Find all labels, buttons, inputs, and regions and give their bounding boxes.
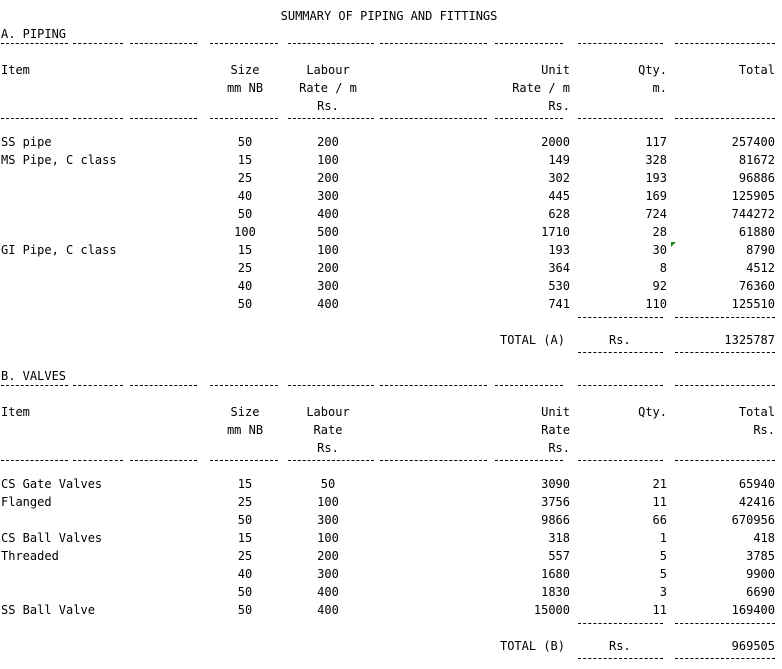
dashed-rule: [675, 385, 775, 386]
document-title: SUMMARY OF PIPING AND FITTINGS: [280, 9, 498, 23]
dashed-rule: [210, 118, 278, 119]
column-header-labour: Rate: [313, 423, 343, 437]
column-header-unit: Rs.: [548, 99, 570, 113]
column-header-labour: Rs.: [317, 99, 339, 113]
dashed-rule: [210, 385, 278, 386]
row-item: Threaded: [1, 549, 59, 563]
dashed-rule: [578, 658, 663, 659]
section-total-currency: Rs.: [609, 639, 631, 653]
dashed-rule: [675, 352, 775, 353]
row-size: 50: [237, 513, 253, 527]
dashed-rule: [73, 118, 123, 119]
row-quantity: 21: [652, 477, 667, 491]
row-unit-rate: 530: [548, 279, 570, 293]
dashed-rule: [288, 460, 374, 461]
row-unit-rate: 557: [548, 549, 570, 563]
row-quantity: 1: [659, 531, 667, 545]
row-labour-rate: 100: [317, 495, 339, 509]
row-labour-rate: 500: [317, 225, 339, 239]
dashed-rule: [578, 118, 663, 119]
dashed-rule: [1, 118, 68, 119]
column-header-labour: Labour: [306, 63, 350, 77]
row-quantity: 117: [645, 135, 667, 149]
row-size: 50: [237, 207, 253, 221]
row-total: 4512: [746, 261, 775, 275]
row-item: CS Ball Valves: [1, 531, 103, 545]
row-unit-rate: 3090: [541, 477, 570, 491]
row-total: 169400: [731, 603, 775, 617]
row-unit-rate: 149: [548, 153, 570, 167]
dashed-rule: [130, 460, 197, 461]
row-labour-rate: 400: [317, 207, 339, 221]
column-header-item: Item: [1, 405, 30, 419]
dashed-rule: [130, 43, 197, 44]
row-labour-rate: 100: [317, 243, 339, 257]
row-total: 96886: [738, 171, 775, 185]
row-unit-rate: 1830: [541, 585, 570, 599]
row-quantity: 328: [645, 153, 667, 167]
dashed-rule: [495, 460, 563, 461]
row-item: Flanged: [1, 495, 52, 509]
row-quantity: 66: [652, 513, 667, 527]
row-size: 15: [237, 243, 253, 257]
column-header-qty: m.: [652, 81, 667, 95]
dashed-rule: [73, 43, 123, 44]
row-quantity: 8: [659, 261, 667, 275]
dashed-rule: [288, 385, 374, 386]
dashed-rule: [675, 317, 775, 318]
dashed-rule: [578, 317, 663, 318]
column-header-labour: Rate / m: [299, 81, 357, 95]
column-header-size: Size: [230, 405, 260, 419]
row-unit-rate: 445: [548, 189, 570, 203]
row-quantity: 169: [645, 189, 667, 203]
row-labour-rate: 300: [317, 189, 339, 203]
row-labour-rate: 300: [317, 567, 339, 581]
row-unit-rate: 1680: [541, 567, 570, 581]
dashed-rule: [380, 43, 487, 44]
column-header-unit: Rate: [541, 423, 570, 437]
row-size: 15: [237, 153, 253, 167]
dashed-rule: [578, 385, 663, 386]
row-total: 61880: [738, 225, 775, 239]
dashed-rule: [1, 385, 68, 386]
row-total: 3785: [746, 549, 775, 563]
row-total: 670956: [731, 513, 775, 527]
dashed-rule: [210, 460, 278, 461]
row-quantity: 193: [645, 171, 667, 185]
row-unit-rate: 3756: [541, 495, 570, 509]
row-item: GI Pipe, C class: [1, 243, 117, 257]
dashed-rule: [495, 43, 563, 44]
row-total: 9900: [746, 567, 775, 581]
row-total: 744272: [731, 207, 775, 221]
row-size: 15: [237, 477, 253, 491]
section-heading: A. PIPING: [1, 27, 67, 41]
row-labour-rate: 50: [320, 477, 336, 491]
dashed-rule: [380, 460, 487, 461]
dashed-rule: [73, 460, 123, 461]
row-quantity: 110: [645, 297, 667, 311]
column-header-unit: Unit: [541, 63, 570, 77]
dashed-rule: [130, 118, 197, 119]
row-labour-rate: 400: [317, 603, 339, 617]
column-header-total: Total: [738, 405, 775, 419]
dashed-rule: [578, 352, 663, 353]
row-quantity: 11: [652, 603, 667, 617]
section-total-currency: Rs.: [609, 333, 631, 347]
column-header-size: Size: [230, 63, 260, 77]
column-header-labour: Rs.: [317, 441, 339, 455]
row-size: 40: [237, 189, 253, 203]
row-item: SS Ball Valve: [1, 603, 95, 617]
row-unit-rate: 741: [548, 297, 570, 311]
column-header-unit: Rs.: [548, 441, 570, 455]
row-labour-rate: 400: [317, 585, 339, 599]
row-quantity: 5: [659, 567, 667, 581]
row-quantity: 3: [659, 585, 667, 599]
row-total: 42416: [738, 495, 775, 509]
dashed-rule: [1, 43, 68, 44]
row-unit-rate: 15000: [533, 603, 570, 617]
column-header-total: Rs.: [753, 423, 775, 437]
section-total-label: TOTAL (A): [499, 333, 565, 347]
column-header-labour: Labour: [306, 405, 350, 419]
row-labour-rate: 100: [317, 531, 339, 545]
row-size: 25: [237, 495, 253, 509]
row-unit-rate: 364: [548, 261, 570, 275]
column-header-size: mm NB: [226, 423, 264, 437]
row-size: 50: [237, 585, 253, 599]
dashed-rule: [288, 118, 374, 119]
column-header-item: Item: [1, 63, 30, 77]
row-total: 125510: [731, 297, 775, 311]
dashed-rule: [380, 385, 487, 386]
row-total: 257400: [731, 135, 775, 149]
row-size: 50: [237, 297, 253, 311]
section-total-value: 1325787: [724, 333, 775, 347]
column-header-total: Total: [738, 63, 775, 77]
row-unit-rate: 628: [548, 207, 570, 221]
row-total: 81672: [738, 153, 775, 167]
dashed-rule: [578, 43, 663, 44]
row-labour-rate: 300: [317, 279, 339, 293]
column-header-unit: Unit: [541, 405, 570, 419]
row-unit-rate: 2000: [541, 135, 570, 149]
dashed-rule: [675, 623, 775, 624]
row-size: 50: [237, 603, 253, 617]
dashed-rule: [578, 460, 663, 461]
row-labour-rate: 100: [317, 153, 339, 167]
dashed-rule: [495, 385, 563, 386]
column-header-qty: Qty.: [638, 63, 667, 77]
row-unit-rate: 318: [548, 531, 570, 545]
row-unit-rate: 302: [548, 171, 570, 185]
row-item: SS pipe: [1, 135, 52, 149]
section-total-label: TOTAL (B): [499, 639, 565, 653]
section-heading: B. VALVES: [1, 369, 67, 383]
row-total: 125905: [731, 189, 775, 203]
row-size: 15: [237, 531, 253, 545]
row-labour-rate: 200: [317, 171, 339, 185]
dashed-rule: [380, 118, 487, 119]
column-header-qty: Qty.: [638, 405, 667, 419]
section-total-value: 969505: [731, 639, 775, 653]
row-labour-rate: 400: [317, 297, 339, 311]
dashed-rule: [675, 658, 775, 659]
row-labour-rate: 200: [317, 549, 339, 563]
row-quantity: 5: [659, 549, 667, 563]
dashed-rule: [675, 43, 775, 44]
row-item: CS Gate Valves: [1, 477, 103, 491]
dashed-rule: [1, 460, 68, 461]
row-unit-rate: 1710: [541, 225, 570, 239]
dashed-rule: [288, 43, 374, 44]
column-header-size: mm NB: [226, 81, 264, 95]
row-total: 65940: [738, 477, 775, 491]
row-size: 40: [237, 279, 253, 293]
row-unit-rate: 193: [548, 243, 570, 257]
row-size: 50: [237, 135, 253, 149]
row-quantity: 28: [652, 225, 667, 239]
row-size: 25: [237, 549, 253, 563]
dashed-rule: [495, 118, 563, 119]
row-size: 25: [237, 171, 253, 185]
row-unit-rate: 9866: [541, 513, 570, 527]
row-quantity: 30: [652, 243, 667, 257]
dashed-rule: [130, 385, 197, 386]
row-quantity: 724: [645, 207, 667, 221]
row-size: 40: [237, 567, 253, 581]
row-size: 25: [237, 261, 253, 275]
row-labour-rate: 200: [317, 135, 339, 149]
dashed-rule: [675, 460, 775, 461]
row-item: MS Pipe, C class: [1, 153, 117, 167]
row-total: 8790: [746, 243, 775, 257]
row-total: 76360: [738, 279, 775, 293]
comment-indicator-icon: [671, 242, 676, 247]
dashed-rule: [210, 43, 278, 44]
dashed-rule: [73, 385, 123, 386]
dashed-rule: [578, 623, 663, 624]
row-quantity: 92: [652, 279, 667, 293]
row-labour-rate: 300: [317, 513, 339, 527]
row-labour-rate: 200: [317, 261, 339, 275]
row-total: 418: [753, 531, 775, 545]
row-size: 100: [234, 225, 256, 239]
row-quantity: 11: [652, 495, 667, 509]
row-total: 6690: [746, 585, 775, 599]
column-header-unit: Rate / m: [512, 81, 570, 95]
dashed-rule: [675, 118, 775, 119]
